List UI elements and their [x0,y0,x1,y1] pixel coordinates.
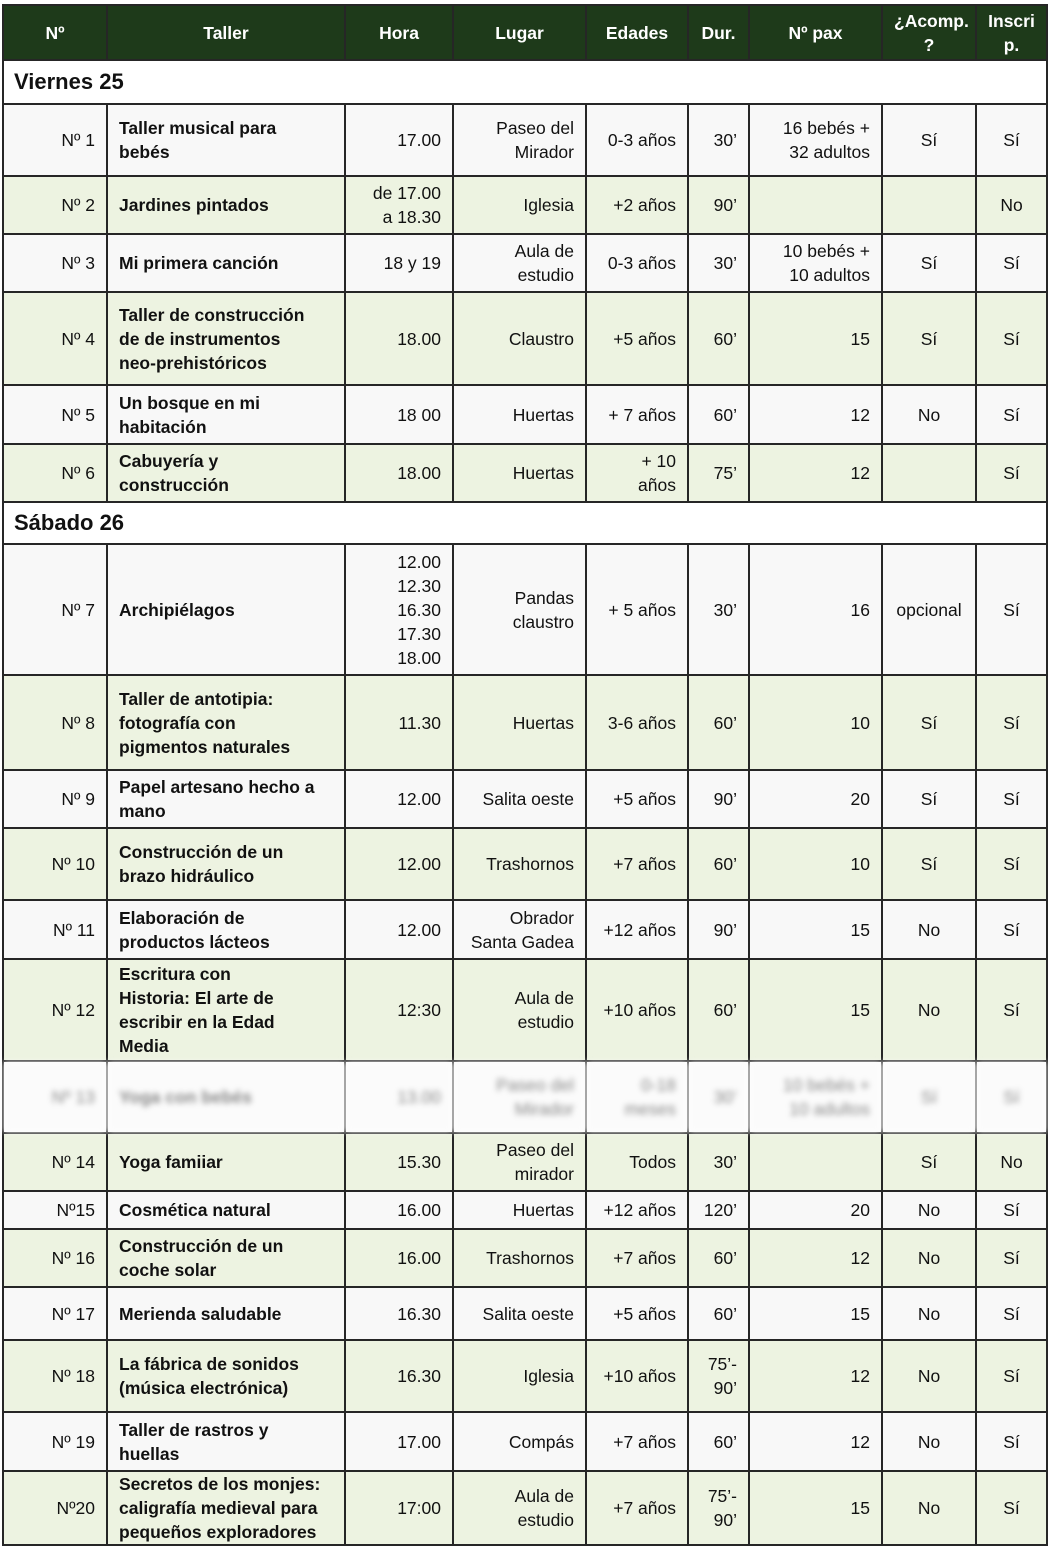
cell-hora: 12.00 [345,828,453,900]
table-row [3,1061,1047,1133]
cell-acomp: No [882,959,976,1061]
cell-num: Nº 7 [3,544,107,675]
cell-taller: Un bosque en mi habitación [107,385,345,444]
header-acomp: ¿Acomp. ? [882,5,976,60]
cell-num: Nº15 [3,1191,107,1229]
day-row [3,60,1047,104]
cell-inscrip: Sí [976,1412,1047,1471]
cell-taller: La fábrica de sonidos (música electrónica) [107,1340,345,1412]
table-row [3,959,1047,1061]
cell-pax: 15 [749,1287,882,1340]
cell-dur: 60’ [688,675,749,770]
cell-hora: 17:00 [345,1471,453,1545]
cell-pax: 15 [749,900,882,959]
cell-num: Nº 10 [3,828,107,900]
cell-lugar: Paseo del Mirador [453,104,586,176]
cell-edades: +2 años [586,176,688,234]
cell-acomp: Sí [882,1061,976,1133]
cell-dur: 60’ [688,828,749,900]
cell-edades: +7 años [586,1412,688,1471]
cell-num: Nº 19 [3,1412,107,1471]
cell-lugar: Claustro [453,292,586,385]
cell-dur: 60’ [688,1287,749,1340]
cell-inscrip: Sí [976,1471,1047,1545]
cell-hora: 15.30 [345,1133,453,1191]
cell-acomp: No [882,900,976,959]
cell-lugar: Obrador Santa Gadea [453,900,586,959]
cell-taller: Yoga famiiar [107,1133,345,1191]
cell-edades: 0-3 años [586,104,688,176]
table-row [3,900,1047,959]
table-row [3,444,1047,502]
table-row [3,544,1047,675]
cell-pax: 10 bebés + 10 adultos [749,234,882,292]
cell-num: Nº20 [3,1471,107,1545]
cell-edades: 0-18 meses [586,1061,688,1133]
table-row [3,1340,1047,1412]
cell-dur: 30’ [688,1133,749,1191]
cell-dur: 30’ [688,104,749,176]
cell-num: Nº 18 [3,1340,107,1412]
cell-num: Nº 9 [3,770,107,828]
cell-pax [749,176,882,234]
cell-acomp: Sí [882,770,976,828]
cell-hora: 11.30 [345,675,453,770]
cell-hora: 16.30 [345,1340,453,1412]
cell-pax: 12 [749,1229,882,1287]
cell-pax: 10 [749,675,882,770]
cell-hora: 16.00 [345,1191,453,1229]
cell-num: Nº 13 [3,1061,107,1133]
cell-hora: 12.00 [345,900,453,959]
table-row [3,1133,1047,1191]
cell-num: Nº 5 [3,385,107,444]
cell-pax: 10 [749,828,882,900]
cell-taller: Secretos de los monjes: caligrafía medieval para pequeños exploradores [107,1471,345,1545]
cell-num: Nº 12 [3,959,107,1061]
cell-acomp: Sí [882,104,976,176]
table-row [3,770,1047,828]
cell-taller: Cosmética natural [107,1191,345,1229]
cell-edades: 3-6 años [586,675,688,770]
cell-inscrip: Sí [976,1287,1047,1340]
header-dur: Dur. [688,5,749,60]
cell-taller: Taller de antotipia: fotografía con pigmentos naturales [107,675,345,770]
cell-pax: 16 bebés + 32 adultos [749,104,882,176]
cell-dur: 60’ [688,1229,749,1287]
cell-hora: de 17.00 a 18.30 [345,176,453,234]
table-row [3,1287,1047,1340]
cell-hora: 18.00 [345,292,453,385]
cell-hora: 12.00 [345,770,453,828]
cell-pax: 20 [749,1191,882,1229]
cell-pax: 20 [749,770,882,828]
cell-dur: 90’ [688,176,749,234]
cell-acomp: Sí [882,1133,976,1191]
cell-num: Nº 1 [3,104,107,176]
cell-edades: +5 años [586,770,688,828]
cell-edades: +7 años [586,1471,688,1545]
cell-acomp: No [882,1340,976,1412]
cell-dur: 30’ [688,234,749,292]
cell-lugar: Iglesia [453,176,586,234]
header-hora: Hora [345,5,453,60]
cell-acomp: No [882,1471,976,1545]
cell-taller: Jardines pintados [107,176,345,234]
cell-inscrip: Sí [976,544,1047,675]
cell-hora: 17.00 [345,1412,453,1471]
cell-inscrip: Sí [976,234,1047,292]
cell-pax: 12 [749,444,882,502]
schedule-table [2,4,1048,1546]
cell-num: Nº 11 [3,900,107,959]
cell-acomp [882,176,976,234]
table-row [3,828,1047,900]
cell-inscrip: Sí [976,828,1047,900]
table-row [3,292,1047,385]
cell-taller: Escritura con Historia: El arte de escribir en la Edad Media [107,959,345,1061]
cell-pax [749,1133,882,1191]
cell-edades: +7 años [586,828,688,900]
table-row [3,1412,1047,1471]
cell-hora: 18.00 [345,444,453,502]
table-row [3,675,1047,770]
cell-dur: 90’ [688,770,749,828]
cell-num: Nº 8 [3,675,107,770]
cell-inscrip: No [976,1133,1047,1191]
cell-dur: 120’ [688,1191,749,1229]
cell-inscrip: Sí [976,900,1047,959]
cell-inscrip: Sí [976,444,1047,502]
cell-num: Nº 17 [3,1287,107,1340]
header-row [3,5,1047,60]
cell-edades: +10 años [586,1340,688,1412]
cell-hora: 12.00 12.30 16.30 17.30 18.00 [345,544,453,675]
cell-lugar: Trashornos [453,828,586,900]
cell-pax: 15 [749,292,882,385]
cell-taller: Mi primera canción [107,234,345,292]
cell-acomp: Sí [882,234,976,292]
cell-edades: +5 años [586,292,688,385]
cell-taller: Construcción de un brazo hidráulico [107,828,345,900]
cell-lugar: Aula de estudio [453,959,586,1061]
cell-taller: Archipiélagos [107,544,345,675]
cell-lugar: Aula de estudio [453,234,586,292]
cell-acomp: No [882,1287,976,1340]
cell-lugar: Compás [453,1412,586,1471]
cell-inscrip: Sí [976,1229,1047,1287]
cell-acomp: No [882,1412,976,1471]
cell-edades: + 10 años [586,444,688,502]
cell-lugar: Salita oeste [453,770,586,828]
cell-edades: +12 años [586,900,688,959]
cell-lugar: Aula de estudio [453,1471,586,1545]
day-row [3,502,1047,544]
cell-acomp [882,444,976,502]
cell-edades: +7 años [586,1229,688,1287]
cell-hora: 12:30 [345,959,453,1061]
cell-acomp: No [882,1191,976,1229]
cell-dur: 60’ [688,385,749,444]
cell-lugar: Salita oeste [453,1287,586,1340]
cell-hora: 16.30 [345,1287,453,1340]
cell-taller: Taller musical para bebés [107,104,345,176]
cell-edades: + 7 años [586,385,688,444]
header-lugar: Lugar [453,5,586,60]
cell-taller: Taller de construcción de de instrumentos neo-prehistóricos [107,292,345,385]
cell-dur: 75’- 90’ [688,1340,749,1412]
cell-num: Nº 3 [3,234,107,292]
cell-acomp: No [882,385,976,444]
cell-pax: 12 [749,1340,882,1412]
cell-edades: +12 años [586,1191,688,1229]
table-row [3,1191,1047,1229]
table-row [3,385,1047,444]
cell-lugar: Paseo del mirador [453,1133,586,1191]
cell-pax: 15 [749,1471,882,1545]
cell-edades: Todos [586,1133,688,1191]
cell-inscrip: Sí [976,959,1047,1061]
cell-dur: 75’- 90’ [688,1471,749,1545]
cell-num: Nº 14 [3,1133,107,1191]
cell-pax: 10 bebés + 10 adultos [749,1061,882,1133]
day-label: Sábado 26 [3,502,1047,544]
cell-lugar: Pandas claustro [453,544,586,675]
cell-inscrip: Sí [976,385,1047,444]
cell-lugar: Huertas [453,385,586,444]
cell-hora: 18 00 [345,385,453,444]
cell-acomp: opcional [882,544,976,675]
cell-num: Nº 6 [3,444,107,502]
cell-lugar: Huertas [453,675,586,770]
cell-lugar: Huertas [453,444,586,502]
cell-taller: Yoga con bebés [107,1061,345,1133]
cell-acomp: Sí [882,828,976,900]
cell-pax: 12 [749,1412,882,1471]
cell-acomp: Sí [882,675,976,770]
cell-inscrip: Sí [976,104,1047,176]
cell-hora: 17.00 [345,104,453,176]
cell-dur: 30’ [688,544,749,675]
cell-taller: Cabuyería y construcción [107,444,345,502]
cell-hora: 18 y 19 [345,234,453,292]
cell-lugar: Iglesia [453,1340,586,1412]
table-row [3,1471,1047,1545]
cell-pax: 15 [749,959,882,1061]
cell-acomp: Sí [882,292,976,385]
table-row [3,234,1047,292]
cell-hora: 16.00 [345,1229,453,1287]
cell-dur: 60’ [688,1412,749,1471]
table-row [3,176,1047,234]
cell-taller: Papel artesano hecho a mano [107,770,345,828]
cell-inscrip: Sí [976,770,1047,828]
table-row [3,1229,1047,1287]
header-edades: Edades [586,5,688,60]
cell-pax: 16 [749,544,882,675]
cell-dur: 60’ [688,292,749,385]
cell-dur: 75’ [688,444,749,502]
cell-taller: Taller de rastros y huellas [107,1412,345,1471]
cell-edades: +5 años [586,1287,688,1340]
cell-pax: 12 [749,385,882,444]
cell-edades: 0-3 años [586,234,688,292]
header-pax: Nº pax [749,5,882,60]
cell-inscrip: Sí [976,1191,1047,1229]
cell-num: Nº 4 [3,292,107,385]
cell-inscrip: Sí [976,675,1047,770]
cell-edades: + 5 años [586,544,688,675]
day-label: Viernes 25 [3,60,1047,104]
cell-lugar: Paseo del Mirador [453,1061,586,1133]
cell-lugar: Trashornos [453,1229,586,1287]
cell-num: Nº 2 [3,176,107,234]
cell-taller: Elaboración de productos lácteos [107,900,345,959]
cell-taller: Merienda saludable [107,1287,345,1340]
cell-inscrip: Sí [976,1340,1047,1412]
table-row [3,104,1047,176]
cell-acomp: No [882,1229,976,1287]
cell-dur: 90’ [688,900,749,959]
cell-num: Nº 16 [3,1229,107,1287]
cell-inscrip: Sí [976,1061,1047,1133]
header-num: Nº [3,5,107,60]
cell-lugar: Huertas [453,1191,586,1229]
header-inscrip: Inscri p. [976,5,1047,60]
cell-inscrip: No [976,176,1047,234]
cell-dur: 60’ [688,959,749,1061]
cell-inscrip: Sí [976,292,1047,385]
cell-hora: 13.00 [345,1061,453,1133]
cell-edades: +10 años [586,959,688,1061]
cell-dur: 30’ [688,1061,749,1133]
header-taller: Taller [107,5,345,60]
cell-taller: Construcción de un coche solar [107,1229,345,1287]
